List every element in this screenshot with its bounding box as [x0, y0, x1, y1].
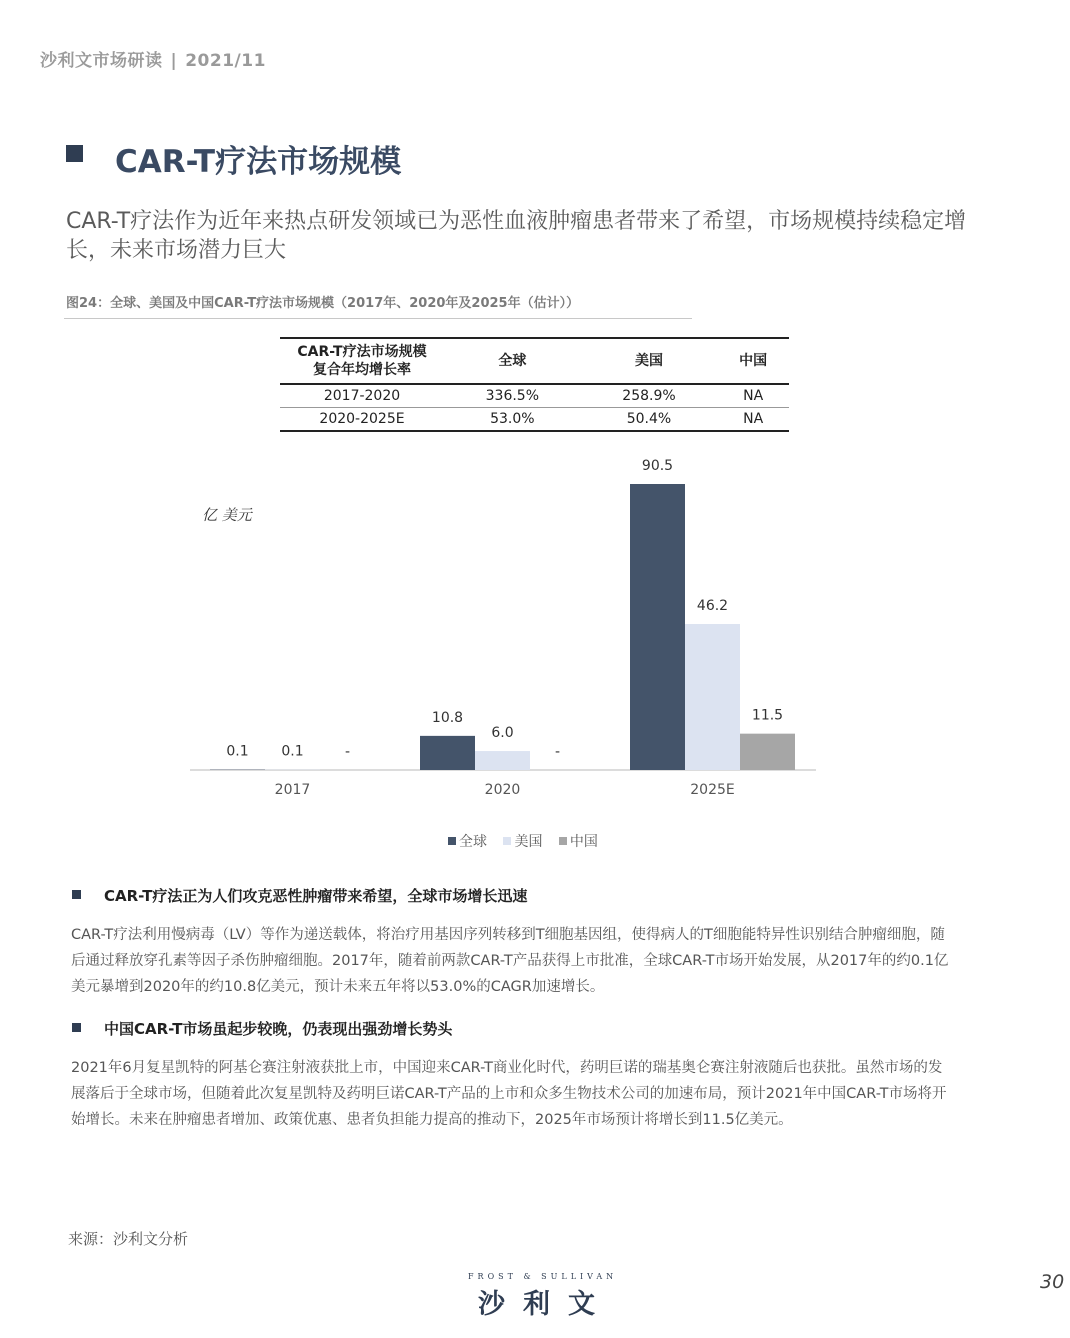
data-label-中国-2020: - [554, 744, 561, 760]
bar-中国-2025E [740, 734, 795, 770]
y-unit-label: 亿 美元 [202, 506, 252, 524]
table-row [280, 384, 789, 408]
bar-全球-2020 [420, 736, 475, 770]
legend-item-us [503, 831, 542, 851]
table-cell-us: 258.9% [581, 384, 718, 408]
bar-美国-2020 [475, 751, 530, 770]
bar-全球-2025E [630, 484, 685, 770]
legend-label-china: 中国 [569, 834, 598, 850]
data-label-美国-2020: 6.0 [491, 725, 514, 742]
x-tick-label: 2017 [274, 782, 311, 798]
data-label-全球-2017: 0.1 [226, 743, 249, 760]
data-label-全球-2020: 10.8 [431, 709, 464, 726]
logo-english: FROST & SULLIVAN [468, 1272, 618, 1281]
title-square-icon [66, 145, 83, 162]
table-cell-china: NA [717, 408, 789, 432]
header-separator: | [170, 51, 178, 71]
cagr-table [280, 337, 789, 432]
section-paragraph: 2021年6月复星凯特的阿基仑赛注射液获批上市，中国迎来CAR-T商业化时代，药明巨诺的瑞基奥仑赛注射液随后也获批。虽然市场的发展落后于全球市场，但随着此次复星凯特及药明巨诺CAR-T产品的上市和众多生物技术公司的加速布局，预计2021年中国CAR-T市场将开始增长。未来在肿瘤患者增加、政策优惠、患者负担能力提高的推动下，2025年市场预计将增长到11.5亿美元。 [71, 1060, 947, 1128]
bullet-square-icon [72, 1023, 81, 1032]
bullet-square-icon [72, 890, 81, 899]
market-size-bar-chart [0, 440, 1070, 820]
bar-美国-2025E [685, 624, 740, 770]
legend-item-global [448, 831, 487, 851]
data-label-中国-2025E: 11.5 [751, 707, 784, 724]
table-header-line2: 复合年均增长率 [313, 362, 411, 378]
section-heading: CAR-T疗法正为人们攻克恶性肿瘤带来希望，全球市场增长迅速 [104, 887, 528, 905]
table-cell-global: 53.0% [444, 408, 581, 432]
legend-label-us: 美国 [514, 834, 543, 850]
header-date: 2021/11 [185, 51, 266, 71]
legend-swatch-us [503, 837, 511, 845]
section-heading: 中国CAR-T市场虽起步较晚，仍表现出强劲增长势头 [104, 1020, 453, 1038]
table-cell-global: 336.5% [444, 384, 581, 408]
table-header-global: 全球 [444, 338, 581, 384]
table-header-line1: CAR-T疗法市场规模 [297, 344, 427, 360]
legend-swatch-global [448, 837, 456, 845]
page-subtitle: CAR-T疗法作为近年来热点研发领域已为恶性血液肿瘤患者带来了希望，市场规模持续稳定增长，未来市场潜力巨大 [66, 209, 967, 263]
figure-caption: 图24：全球、美国及中国CAR-T疗法市场规模（2017年、2020年及2025年（估计）） [66, 296, 580, 311]
table-cell-period: 2020-2025E [280, 408, 444, 432]
table-header-us: 美国 [581, 338, 718, 384]
legend-label-global: 全球 [459, 834, 487, 850]
caption-divider [64, 318, 692, 319]
x-tick-label: 2025E [690, 782, 735, 798]
data-label-美国-2025E: 46.2 [696, 597, 729, 614]
data-label-中国-2017: - [344, 744, 351, 760]
chart-legend [448, 831, 610, 851]
data-label-美国-2017: 0.1 [281, 743, 304, 760]
header-brand: 沙利文市场研读 [40, 51, 163, 71]
section-paragraph: CAR-T疗法利用慢病毒（LV）等作为递送载体，将治疗用基因序列转移到T细胞基因组，使得病人的T细胞能特异性识别结合肿瘤细胞，随后通过释放穿孔素等因子杀伤肿瘤细胞。2017年，随着前两款CAR-T产品获得上市批准，全球CAR-T市场开始发展，从2017年的约0.1亿美元暴增到2020年的约10.8亿美元，预计未来五年将以53.0%的CAGR加速增长。 [71, 927, 949, 995]
logo-chinese: 沙利文 [478, 1289, 613, 1320]
table-header-china: 中国 [717, 338, 789, 384]
legend-swatch-china [559, 837, 567, 845]
page-title: CAR-T疗法市场规模 [115, 144, 402, 180]
table-row [280, 408, 789, 432]
x-tick-label: 2020 [484, 782, 521, 798]
page-header [40, 46, 266, 71]
source-note: 来源：沙利文分析 [68, 1230, 189, 1248]
table-cell-china: NA [717, 384, 789, 408]
table-header-metric [280, 338, 444, 384]
data-label-全球-2025E: 90.5 [641, 458, 674, 474]
table-cell-period: 2017-2020 [280, 384, 444, 408]
table-cell-us: 50.4% [581, 408, 718, 432]
page-number: 30 [1040, 1271, 1065, 1293]
legend-item-china [559, 831, 598, 851]
